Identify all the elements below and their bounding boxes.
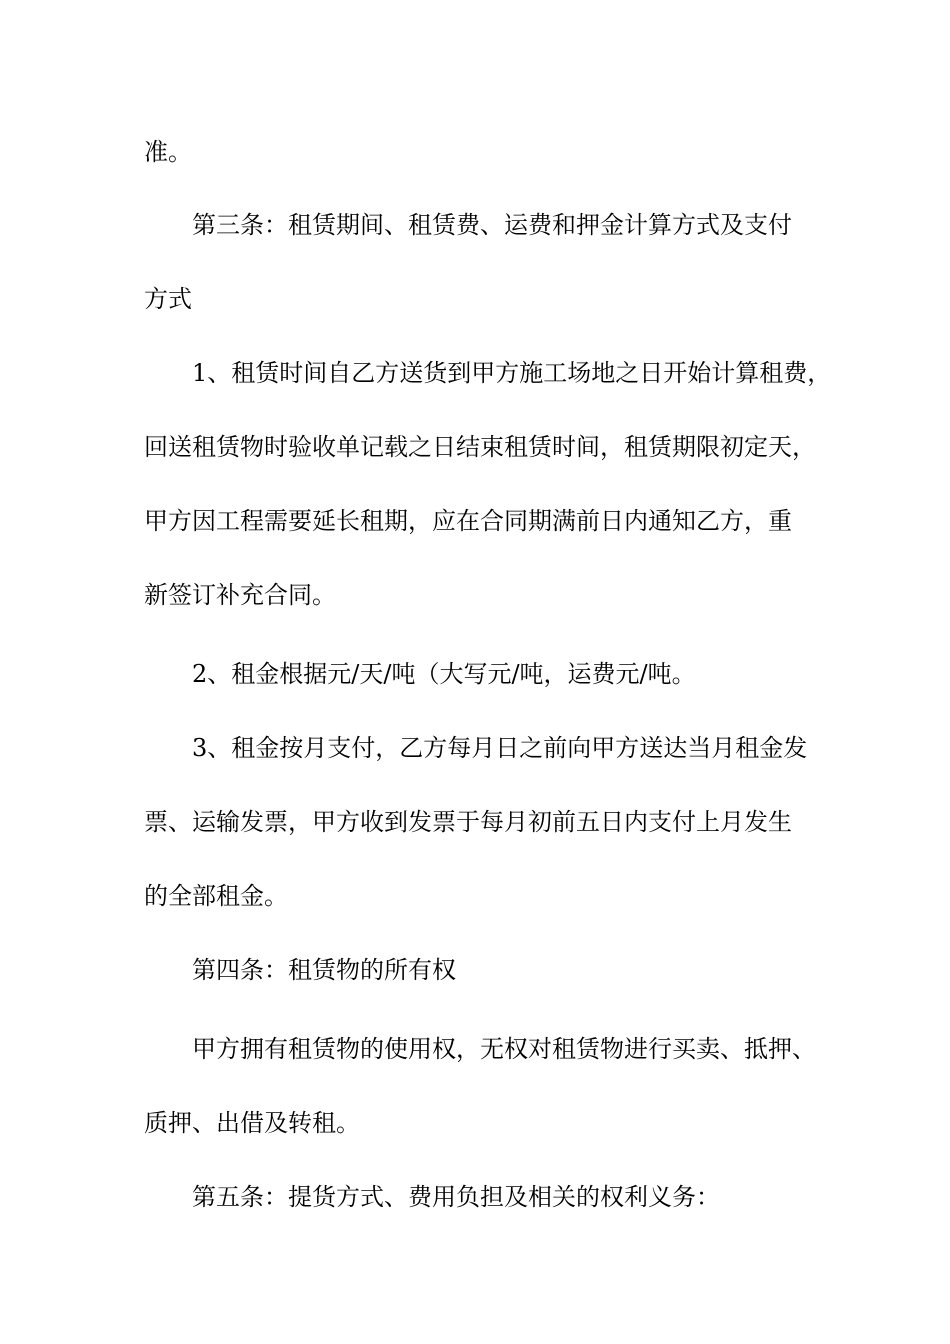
article-4-body-line-2: 质押、出借及转租。 (144, 1109, 360, 1137)
clause-2: 2、租金根据元/天/吨（大写元/吨，运费元/吨。 (192, 660, 696, 688)
clause-1-line-4: 新签订补充合同。 (144, 581, 336, 609)
article-4-heading: 第四条：租赁物的所有权 (192, 956, 456, 984)
article-4-body-line-1: 甲方拥有租赁物的使用权，无权对租赁物进行买卖、抵押、 (192, 1035, 816, 1063)
clause-3-line-2: 票、运输发票，甲方收到发票于每月初前五日内支付上月发生 (144, 808, 792, 836)
article-5-heading: 第五条：提货方式、费用负担及相关的权利义务： (192, 1183, 720, 1211)
clause-3-line-1: 3、租金按月支付，乙方每月日之前向甲方送达当月租金发 (192, 734, 808, 762)
clause-1-line-2: 回送租赁物时验收单记载之日结束租赁时间，租赁期限初定天， (144, 433, 816, 461)
clause-3-line-3: 的全部租金。 (144, 882, 288, 910)
clause-1-line-1: 1、租赁时间自乙方送货到甲方施工场地之日开始计算租费， (192, 359, 832, 387)
article-3-heading: 第三条：租赁期间、租赁费、运费和押金计算方式及支付 (192, 211, 792, 239)
text-line-continuation: 准。 (144, 138, 192, 166)
article-3-heading-cont: 方式 (144, 285, 192, 313)
clause-1-line-3: 甲方因工程需要延长租期，应在合同期满前日内通知乙方，重 (144, 507, 792, 535)
